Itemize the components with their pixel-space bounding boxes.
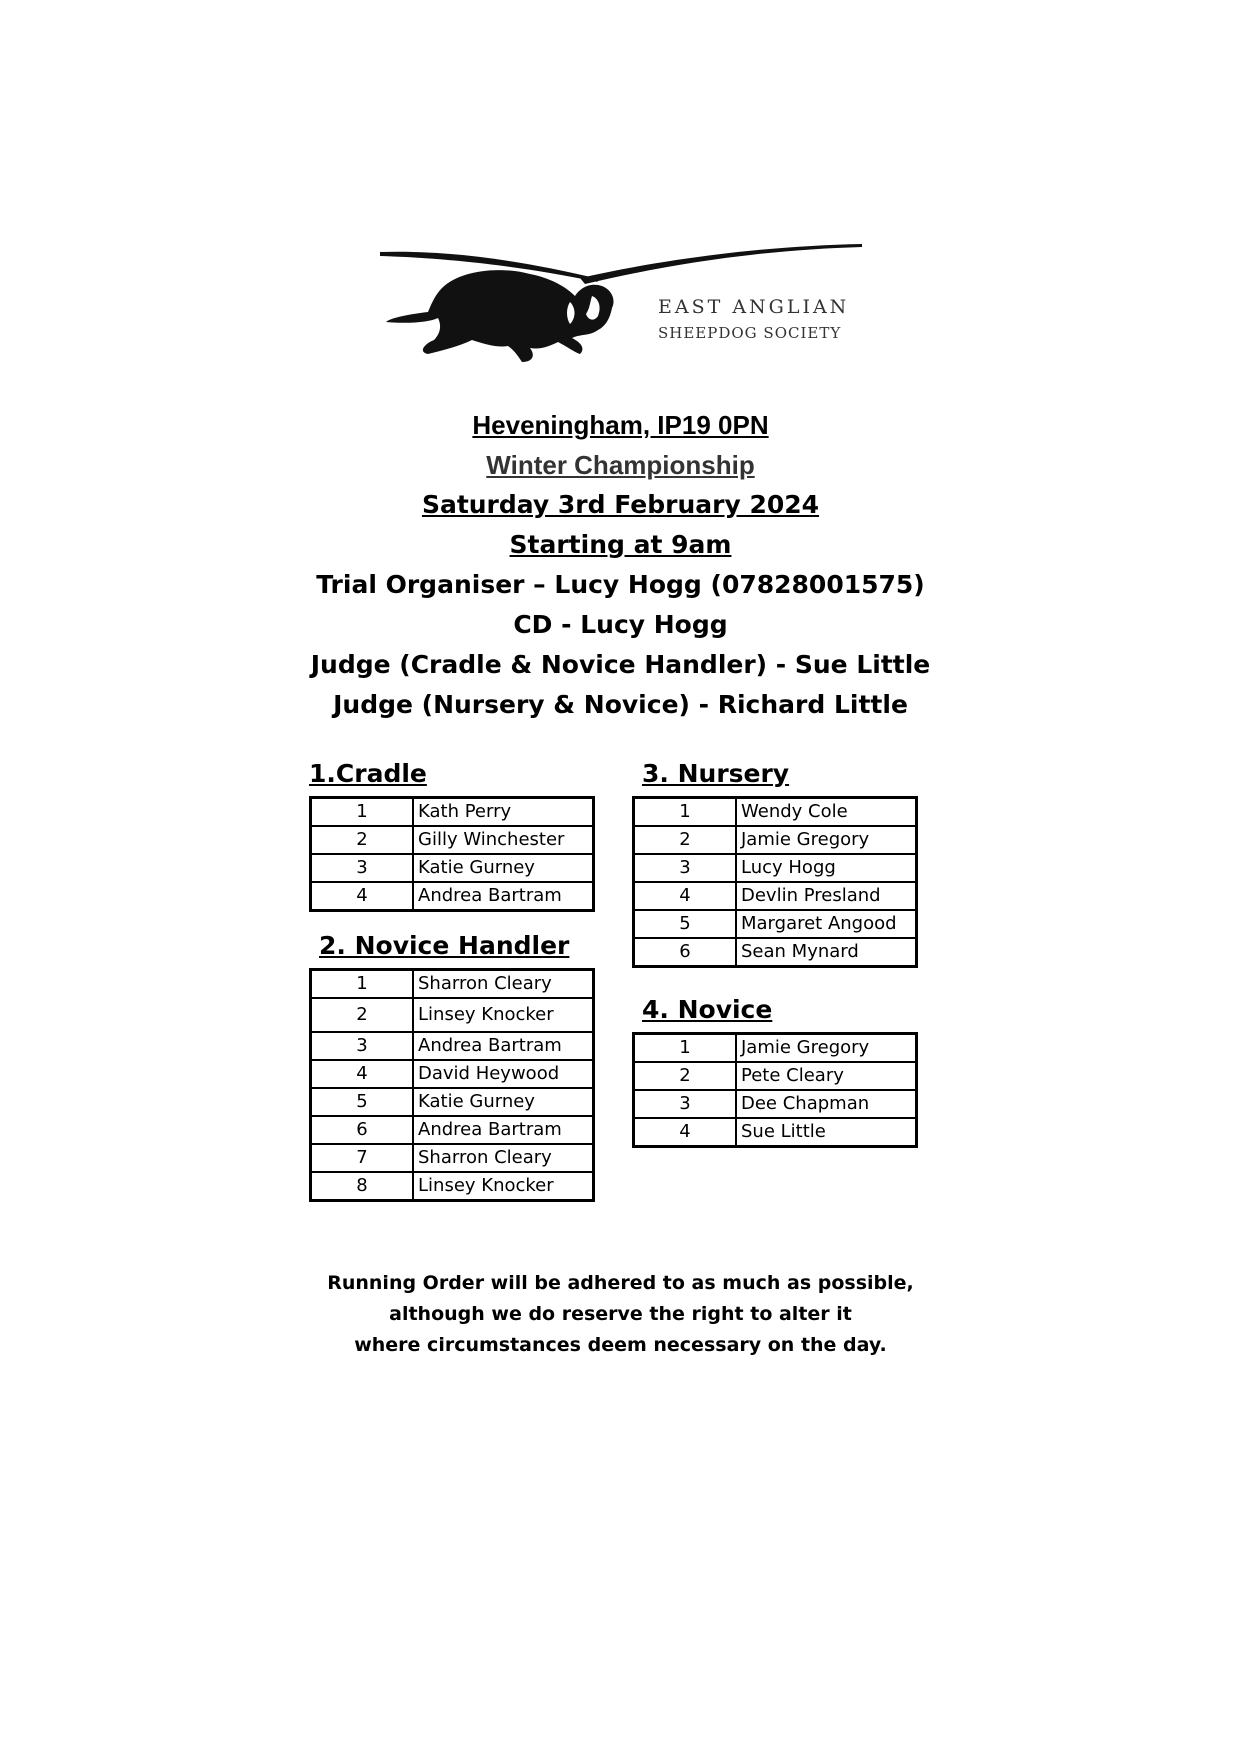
handler-name: Gilly Winchester [413,826,594,854]
event-title: Winter Championship [486,450,755,480]
run-number: 1 [634,798,737,827]
table-row [311,1144,594,1172]
handler-name: Linsey Knocker [413,1172,594,1201]
running-order-table [309,796,595,912]
run-number: 1 [311,970,414,999]
handler-name: Andrea Bartram [413,882,594,911]
run-number: 6 [311,1116,414,1144]
table-row [311,998,594,1032]
table-row [311,970,594,999]
handler-name: Jamie Gregory [736,1034,917,1063]
run-number: 3 [311,854,414,882]
handler-name: Andrea Bartram [413,1032,594,1060]
run-number: 4 [634,882,737,910]
table-row [634,938,917,967]
table-row [311,882,594,911]
run-number: 4 [311,882,414,911]
event-date: Saturday 3rd February 2024 [421,490,820,519]
run-number: 3 [634,854,737,882]
section-title: 3. Nursery [642,759,790,788]
run-number: 4 [311,1060,414,1088]
table-row [311,798,594,827]
judge-cradle-novice-handler: Judge (Cradle & Novice Handler) - Sue Little [310,650,931,679]
logo-line1: EAST ANGLIAN [658,296,850,318]
event-header [0,405,1241,725]
section-novice-handler [309,928,595,1202]
run-number: 3 [311,1032,414,1060]
start-time: Starting at 9am [509,530,732,559]
handler-name: Margaret Angood [736,910,917,938]
running-order-table [632,796,918,968]
handler-name: Katie Gurney [413,854,594,882]
handler-name: Dee Chapman [736,1090,917,1118]
trial-organiser: Trial Organiser – Lucy Hogg (07828001575) [316,570,925,599]
course-director: CD - Lucy Hogg [513,610,728,639]
run-number: 5 [311,1088,414,1116]
handler-name: Sue Little [736,1118,917,1147]
logo-line2: SHEEPDOG SOCIETY [658,324,842,342]
running-order-table [309,968,595,1202]
handler-name: Jamie Gregory [736,826,917,854]
table-row [634,1062,917,1090]
run-number: 1 [634,1034,737,1063]
handler-name: Linsey Knocker [413,998,594,1032]
running-order-table [632,1032,918,1148]
section-nursery [632,756,918,968]
note-line-3: where circumstances deem necessary on the day. [354,1334,887,1356]
section-cradle [309,756,595,912]
section-title: 1.Cradle [309,759,427,788]
run-number: 7 [311,1144,414,1172]
handler-name: David Heywood [413,1060,594,1088]
run-number: 8 [311,1172,414,1201]
run-number: 1 [311,798,414,827]
table-row [311,1060,594,1088]
section-novice [632,992,918,1148]
table-row [311,854,594,882]
table-row [311,1032,594,1060]
table-row [311,826,594,854]
table-row [634,826,917,854]
table-row [311,1116,594,1144]
note-line-2: although we do reserve the right to alter it [389,1303,852,1325]
handler-name: Andrea Bartram [413,1116,594,1144]
run-number: 4 [634,1118,737,1147]
run-number: 2 [311,826,414,854]
table-row [634,798,917,827]
judge-nursery-novice: Judge (Nursery & Novice) - Richard Little [333,690,908,719]
table-row [634,1118,917,1147]
table-row [634,854,917,882]
table-row [311,1088,594,1116]
note-line-1: Running Order will be adhered to as much as possible, [327,1272,914,1294]
table-row [634,910,917,938]
handler-name: Lucy Hogg [736,854,917,882]
handler-name: Sharron Cleary [413,1144,594,1172]
run-number: 5 [634,910,737,938]
logo-text [658,296,849,342]
venue: Heveningham, IP19 0PN [472,410,769,440]
run-number: 6 [634,938,737,967]
table-row [634,882,917,910]
run-number: 2 [634,1062,737,1090]
run-number: 3 [634,1090,737,1118]
handler-name: Katie Gurney [413,1088,594,1116]
handler-name: Sean Mynard [736,938,917,967]
run-number: 2 [311,998,414,1032]
table-row [634,1090,917,1118]
handler-name: Kath Perry [413,798,594,827]
handler-name: Pete Cleary [736,1062,917,1090]
section-title: 4. Novice [642,995,773,1024]
running-order-note [0,1268,1241,1361]
table-row [634,1034,917,1063]
run-number: 2 [634,826,737,854]
section-title: 2. Novice Handler [319,931,570,960]
society-logo [380,238,870,378]
table-row [311,1172,594,1201]
handler-name: Devlin Presland [736,882,917,910]
handler-name: Sharron Cleary [413,970,594,999]
handler-name: Wendy Cole [736,798,917,827]
